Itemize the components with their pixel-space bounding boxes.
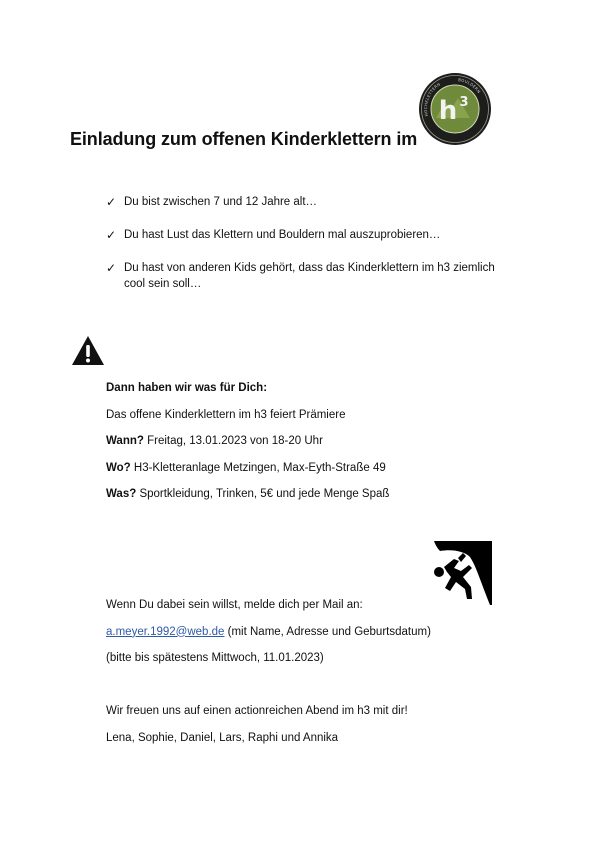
warning-triangle-icon	[71, 335, 105, 366]
when-label: Wann?	[106, 435, 144, 447]
list-item-label: Du bist zwischen 7 und 12 Jahre alt…	[124, 196, 318, 208]
check-icon: ✓	[106, 195, 117, 209]
climber-icon	[428, 541, 492, 605]
list-item-label: Du hast von anderen Kids gehört, dass das Kinderklettern im h3 ziemlich cool sein soll…	[124, 262, 495, 290]
h3-logo-icon	[418, 72, 492, 146]
contact-section	[106, 597, 526, 677]
what-label: Was?	[106, 488, 137, 500]
where-value: H3-Kletteranlage Metzingen, Max-Eyth-Straße 49	[130, 461, 386, 474]
check-icon: ✓	[106, 228, 117, 242]
logo-ring-text-right: BOULDERN	[457, 77, 482, 95]
contact-intro: Wenn Du dabei sein willst, melde dich per Mail an:	[106, 599, 363, 611]
logo-exponent: 3	[459, 95, 469, 110]
list-item	[106, 260, 506, 292]
signature: Lena, Sophie, Daniel, Lars, Raphi und Annika	[106, 731, 339, 744]
details-heading: Dann haben wir was für Dich:	[106, 382, 268, 394]
list-item	[106, 194, 506, 210]
page-title: Einladung zum offenen Kinderklettern im	[70, 129, 418, 149]
checklist	[106, 194, 506, 292]
check-icon: ✓	[106, 261, 117, 275]
logo-ring-text-left: HOCHKLETTERN	[423, 81, 442, 117]
where-label: Wo?	[106, 461, 131, 474]
what-value: Sportkleidung, Trinken, 5€ und jede Menge Spaß	[136, 488, 390, 500]
email-link[interactable]: a.meyer.1992@web.de	[106, 625, 225, 638]
when-value: Freitag, 13.01.2023 von 18-20 Uhr	[143, 435, 323, 447]
closing-line: Wir freuen uns auf einen actionreichen Abend im h3 mit dir!	[106, 705, 408, 717]
list-item	[106, 227, 506, 243]
list-item-label: Du hast Lust das Klettern und Bouldern mal auszuprobieren…	[124, 229, 441, 241]
logo-letter: h	[438, 96, 458, 126]
event-details	[106, 380, 526, 513]
details-intro: Das offene Kinderklettern im h3 feiert Prämiere	[106, 408, 346, 421]
email-note: (mit Name, Adresse und Geburtsdatum)	[224, 625, 431, 638]
deadline-note: (bitte bis spätestens Mittwoch, 11.01.2023)	[106, 652, 324, 664]
closing-section	[106, 703, 526, 756]
